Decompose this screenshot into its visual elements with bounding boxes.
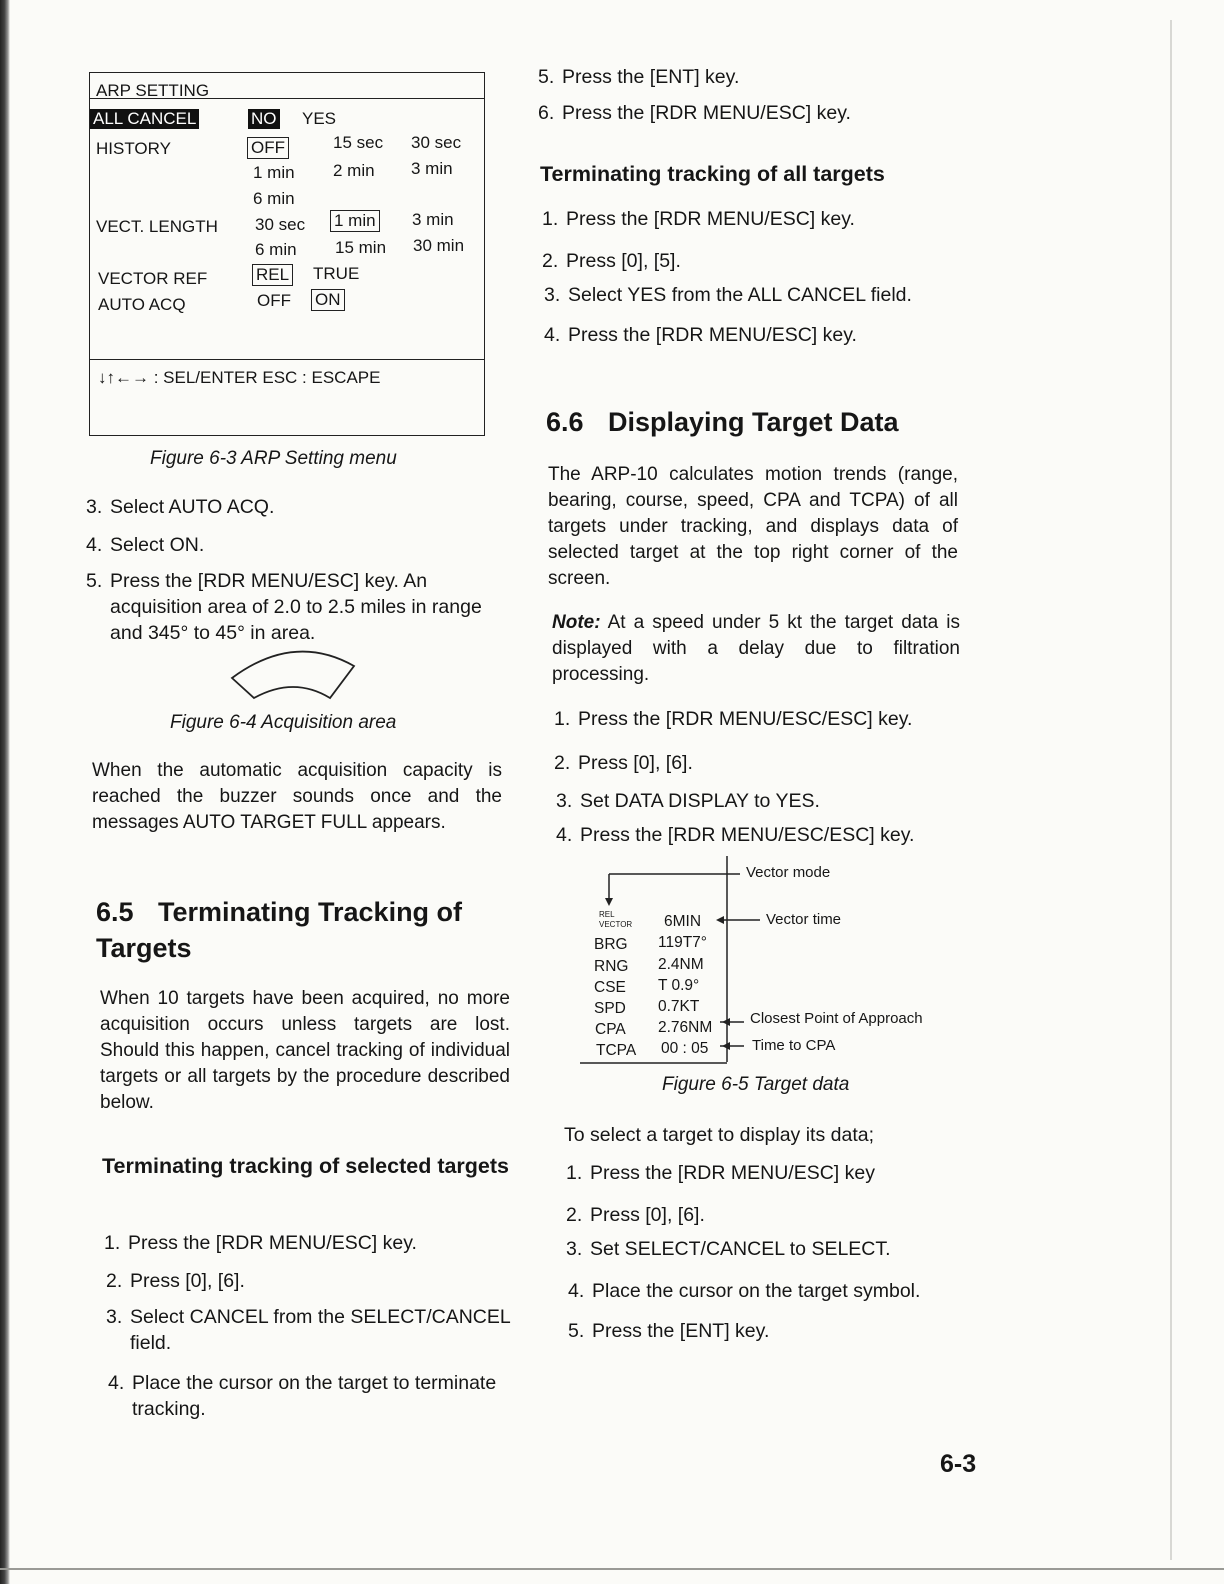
vector-time-arrowhead xyxy=(716,916,724,924)
menu-footer-hint: ↓↑←→ : SEL/ENTER ESC : ESCAPE xyxy=(98,368,381,387)
history-option: 3 min xyxy=(411,159,453,178)
section-6-5-heading: 6.5 Terminating Tracking of Targets xyxy=(96,897,463,963)
data-value: 00 : 05 xyxy=(661,1040,709,1057)
data-value: 0.7KT xyxy=(658,998,700,1015)
data-key: CSE xyxy=(594,979,626,996)
auto-acq-label: AUTO ACQ xyxy=(98,295,186,314)
auto-acq-option-off: OFF xyxy=(257,291,291,310)
tcpa-arrowhead xyxy=(722,1042,730,1050)
subheading-selected: Terminating tracking of selected targets xyxy=(102,1154,510,1178)
page-number: 6-3 xyxy=(940,1450,977,1478)
history-option: 30 sec xyxy=(411,133,462,152)
subheading-all: Terminating tracking of all targets xyxy=(540,162,885,186)
list-item: 4. Place the cursor on the target symbol. xyxy=(568,1280,921,1302)
data-value: 2.76NM xyxy=(658,1019,713,1036)
menu-title: ARP SETTING xyxy=(96,81,210,100)
vect-length-option-selected: 1 min xyxy=(330,210,380,232)
list-item: 3. Set SELECT/CANCEL to SELECT. xyxy=(566,1238,891,1260)
annotation-cpa: Closest Point of Approach xyxy=(750,1010,923,1027)
list-item: 4. Press the [RDR MENU/ESC/ESC] key. xyxy=(556,824,915,846)
rel-label: REL xyxy=(599,910,615,919)
all-cancel-label: ALL CANCEL xyxy=(90,109,199,129)
list-item: 1. Press the [RDR MENU/ESC] key. xyxy=(104,1232,417,1254)
vect-length-label: VECT. LENGTH xyxy=(96,217,218,236)
menu-title-bar xyxy=(90,73,484,99)
vector-mode-arrowhead xyxy=(605,898,613,906)
vect-length-option: 3 min xyxy=(412,210,454,229)
list-item: 5. Press the [ENT] key. xyxy=(568,1320,770,1342)
data-value: T 0.9° xyxy=(658,977,700,994)
list-item: 1. Press the [RDR MENU/ESC/ESC] key. xyxy=(554,708,913,730)
vect-length-option: 30 min xyxy=(413,236,465,255)
vector-time-value: 6MIN xyxy=(664,913,702,930)
history-option: 15 sec xyxy=(333,133,384,152)
note-paragraph: Note: At a speed under 5 kt the target data is displayed with a delay due to filtration processing. xyxy=(552,612,960,685)
annotation-vector-time: Vector time xyxy=(766,911,842,928)
history-option: 2 min xyxy=(333,161,375,180)
data-key: SPD xyxy=(594,1000,626,1017)
history-option: 1 min xyxy=(253,163,295,182)
list-item: 4. Place the cursor on the target to terminate tracking. xyxy=(108,1372,497,1420)
option-no: NO xyxy=(248,109,280,129)
list-item: 3. Set DATA DISPLAY to YES. xyxy=(556,790,820,812)
history-option-off: OFF xyxy=(247,137,289,159)
acquisition-area-diagram xyxy=(226,646,362,706)
list-item: 5. Press the [ENT] key. xyxy=(538,66,740,88)
vector-label: VECTOR xyxy=(599,920,633,929)
cpa-arrowhead xyxy=(722,1018,730,1026)
option-yes: YES xyxy=(302,109,337,128)
vector-ref-option-true: TRUE xyxy=(313,264,360,283)
list-item: 2. Press [0], [6]. xyxy=(566,1204,705,1226)
history-option: 6 min xyxy=(253,189,295,208)
data-value: 2.4NM xyxy=(658,956,704,973)
paragraph: When 10 targets have been acquired, no more acquisition occurs unless targets are lost. Should this happen, cancel tracking of individual targets or all targets by the procedure described below. xyxy=(100,988,510,1113)
vector-ref-option-rel: REL xyxy=(252,264,293,286)
vect-length-option: 15 min xyxy=(335,238,387,257)
list-item: 2. Press [0], [5]. xyxy=(542,250,681,272)
data-key: BRG xyxy=(594,936,628,953)
figure-6-4-caption: Figure 6-4 Acquisition area xyxy=(170,712,397,733)
figure-6-3-caption: Figure 6-3 ARP Setting menu xyxy=(150,448,397,469)
paragraph: To select a target to display its data; xyxy=(564,1124,875,1146)
figure-6-5-caption: Figure 6-5 Target data xyxy=(662,1074,850,1095)
list-item: 6. Press the [RDR MENU/ESC] key. xyxy=(538,102,851,124)
data-key: CPA xyxy=(595,1021,626,1038)
history-label: HISTORY xyxy=(96,139,171,158)
paragraph: The ARP-10 calculates motion trends (range, bearing, course, speed, CPA and TCPA) of all targets under tracking, and displays data of selected target at the top right corner of the screen. xyxy=(548,464,958,589)
page-binding-edge xyxy=(0,0,10,1584)
menu-footer xyxy=(90,359,484,387)
list-item: 3. Select CANCEL from the SELECT/CANCEL field. xyxy=(106,1306,511,1354)
list-item: 1. Press the [RDR MENU/ESC] key xyxy=(566,1162,875,1184)
vector-ref-label: VECTOR REF xyxy=(98,269,208,288)
list-item: 4. Press the [RDR MENU/ESC] key. xyxy=(544,324,857,346)
data-key: TCPA xyxy=(596,1042,637,1059)
section-6-6-heading: 6.6 Displaying Target Data xyxy=(546,407,899,437)
list-item: 3. Select YES from the ALL CANCEL field. xyxy=(544,284,912,306)
acquisition-sector-shape xyxy=(232,652,354,698)
annotation-vector-mode: Vector mode xyxy=(746,864,831,881)
scan-edge-right xyxy=(1170,20,1172,1560)
vect-length-option: 30 sec xyxy=(255,215,306,234)
list-item: 2. Press [0], [6]. xyxy=(554,752,693,774)
vect-length-option: 6 min xyxy=(255,240,297,259)
paragraph: When the automatic acquisition capacity is reached the buzzer sounds once and the messages AUTO TARGET FULL appears. xyxy=(92,760,502,833)
scan-edge-bottom xyxy=(0,1568,1224,1570)
list-item: 4. Select ON. xyxy=(86,534,205,556)
list-item: 1. Press the [RDR MENU/ESC] key. xyxy=(542,208,855,230)
list-item: 2. Press [0], [6]. xyxy=(106,1270,245,1292)
arp-setting-menu xyxy=(89,72,485,436)
data-key: RNG xyxy=(594,958,629,975)
auto-acq-option-on: ON xyxy=(311,289,345,311)
annotation-tcpa: Time to CPA xyxy=(752,1037,836,1054)
list-item: 3. Select AUTO ACQ. xyxy=(86,496,275,518)
data-value: 119T7° xyxy=(658,934,707,951)
list-item: 5. Press the [RDR MENU/ESC] key. An acquisition area of 2.0 to 2.5 miles in range and 345° to 45° in area. xyxy=(86,570,482,644)
